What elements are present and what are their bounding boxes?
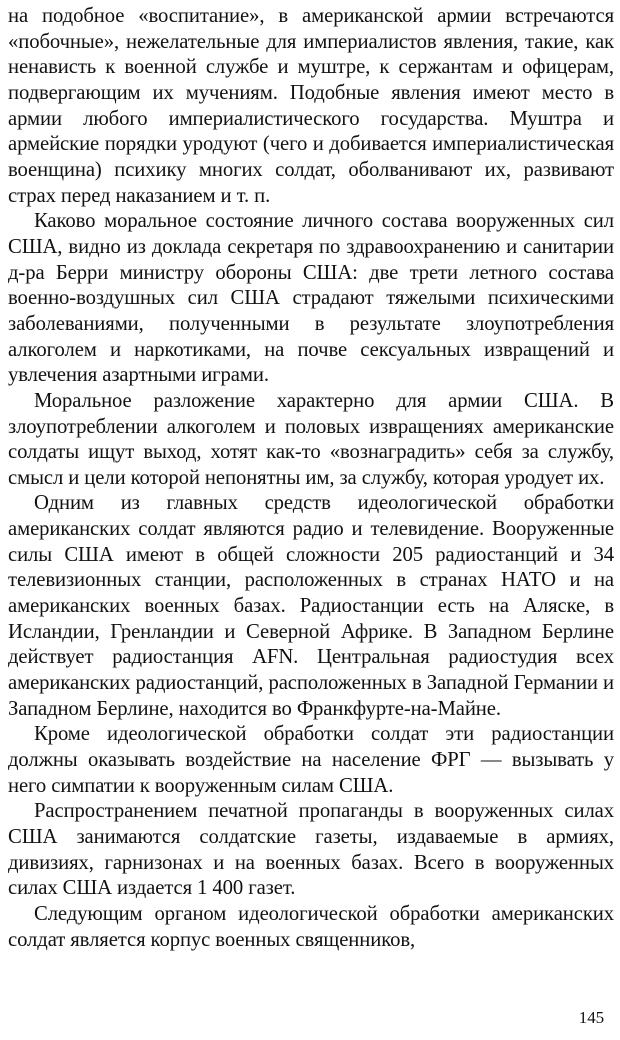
paragraph-5: Кроме идеологической обработки солдат эти радиостанции должны оказывать воздействие на население ФРГ — вызывать у него симпатии к вооруженным силам США. xyxy=(8,723,614,797)
paragraph-1: на подобное «воспитание», в американской армии встречаются «побочные», нежелательные для империалистов явления, такие, как ненависть к военной службе и муштре, к сержантам и офицерам, подвергающим их мучениям. Подобные явления имеют место в армии любого империалистического государства. Муштра и армейские порядки уродуют (чего и добивается империалистическая военщина) психику многих солдат, оболванивают их, развивают страх перед наказанием и т. п. xyxy=(8,5,614,207)
paragraph-4: Одним из главных средств идеологической обработки американских солдат являются радио и телевидение. Вооруженные силы США имеют в общей сложности 205 радиостанций и 34 телевизионных станции, расположенных в странах НАТО и на американских военных базах. Радиостанции есть на Аляске, в Исландии, Гренландии и Северной Африке. В Западном Берлине действует радиостанция AFN. Центральная радиостудия всех американских радиостанций, расположенных в Западной Германии и Западном Берлине, находится во Франкфурте-на-Майне. xyxy=(8,492,614,720)
paragraph-6: Распространением печатной пропаганды в вооруженных силах США занимаются солдатские газеты, издаваемые в армиях, дивизиях, гарнизонах и на военных базах. Всего в вооруженных силах США издается 1 400 газет. xyxy=(8,800,614,900)
paragraph-3: Моральное разложение характерно для армии США. В злоупотреблении алкоголем и половых извращениях американские солдаты ищут выход, хотят как-то «вознаградить» себя за службу, смысл и цели которой непонятны им, за службу, которая уродует их. xyxy=(8,389,614,489)
page-number: 145 xyxy=(578,1008,604,1027)
book-page xyxy=(8,4,614,1036)
paragraph-7: Следующим органом идеологической обработки американских солдат является корпус военных священников, xyxy=(8,902,614,951)
paragraph-2: Каково моральное состояние личного состава вооруженных сил США, видно из доклада секретаря по здравоохранению и санитарии д-ра Берри министру обороны США: две трети летного состава военно-воздушных сил США страдают тяжелыми психическими заболеваниями, полученными в результате злоупотребления алкоголем и наркотиками, на почве сексуальных извращений и увлечения азартными играми. xyxy=(8,210,614,387)
